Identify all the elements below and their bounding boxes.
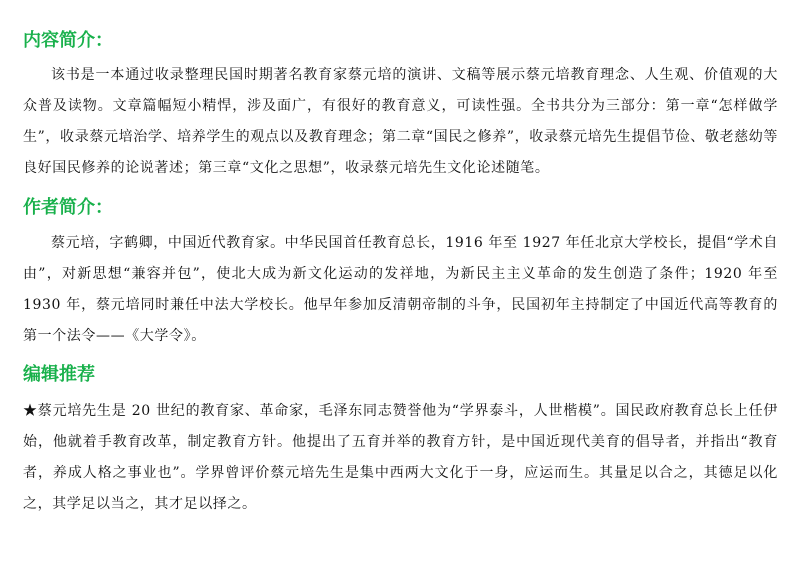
section-heading-content-summary: 内容简介：	[23, 30, 113, 51]
author-intro-paragraph: 蔡元培，字鹤卿，中国近代教育家。中华民国首任教育总长，1916 年至 1927 年任北京大学校长，提倡“学术自由”，对新思想“兼容并包”，使北大成为新文化运动的发祥地，为新民主主义革命的发生创造了条件；1920 年至 1930 年，蔡元培同时兼任中法大学校长。他早年参加反清朝帝制的斗争，民国初年主持制定了中国近代高等教育的第一个法令——《大学令》。	[23, 235, 778, 344]
section-heading-editor-recommendation: 编辑推荐	[23, 364, 95, 385]
editor-recommendation-paragraph: ★蔡元培先生是 20 世纪的教育家、革命家，毛泽东同志赞誉他为“学界泰斗，人世楷模”。国民政府教育总长上任伊始，他就着手教育改革，制定教育方针。他提出了五育并举的教育方针，是中国近现代美育的倡导者，并指出“教育者，养成人格之事业也”。学界曾评价蔡元培先生是集中西两大文化于一身，应运而生。其量足以合之，其德足以化之，其学足以当之，其才足以择之。	[23, 403, 778, 512]
section-heading-author-intro: 作者简介：	[23, 197, 113, 218]
content-summary-paragraph: 该书是一本通过收录整理民国时期著名教育家蔡元培的演讲、文稿等展示蔡元培教育理念、人生观、价值观的大众普及读物。文章篇幅短小精悍，涉及面广，有很好的教育意义，可读性强。全书共分为三部分：第一章“怎样做学生”，收录蔡元培治学、培养学生的观点以及教育理念；第二章“国民之修养”，收录蔡元培先生提倡节俭、敬老慈幼等良好国民修养的论说著述；第三章“文化之思想”，收录蔡元培先生文化论述随笔。	[23, 67, 778, 176]
